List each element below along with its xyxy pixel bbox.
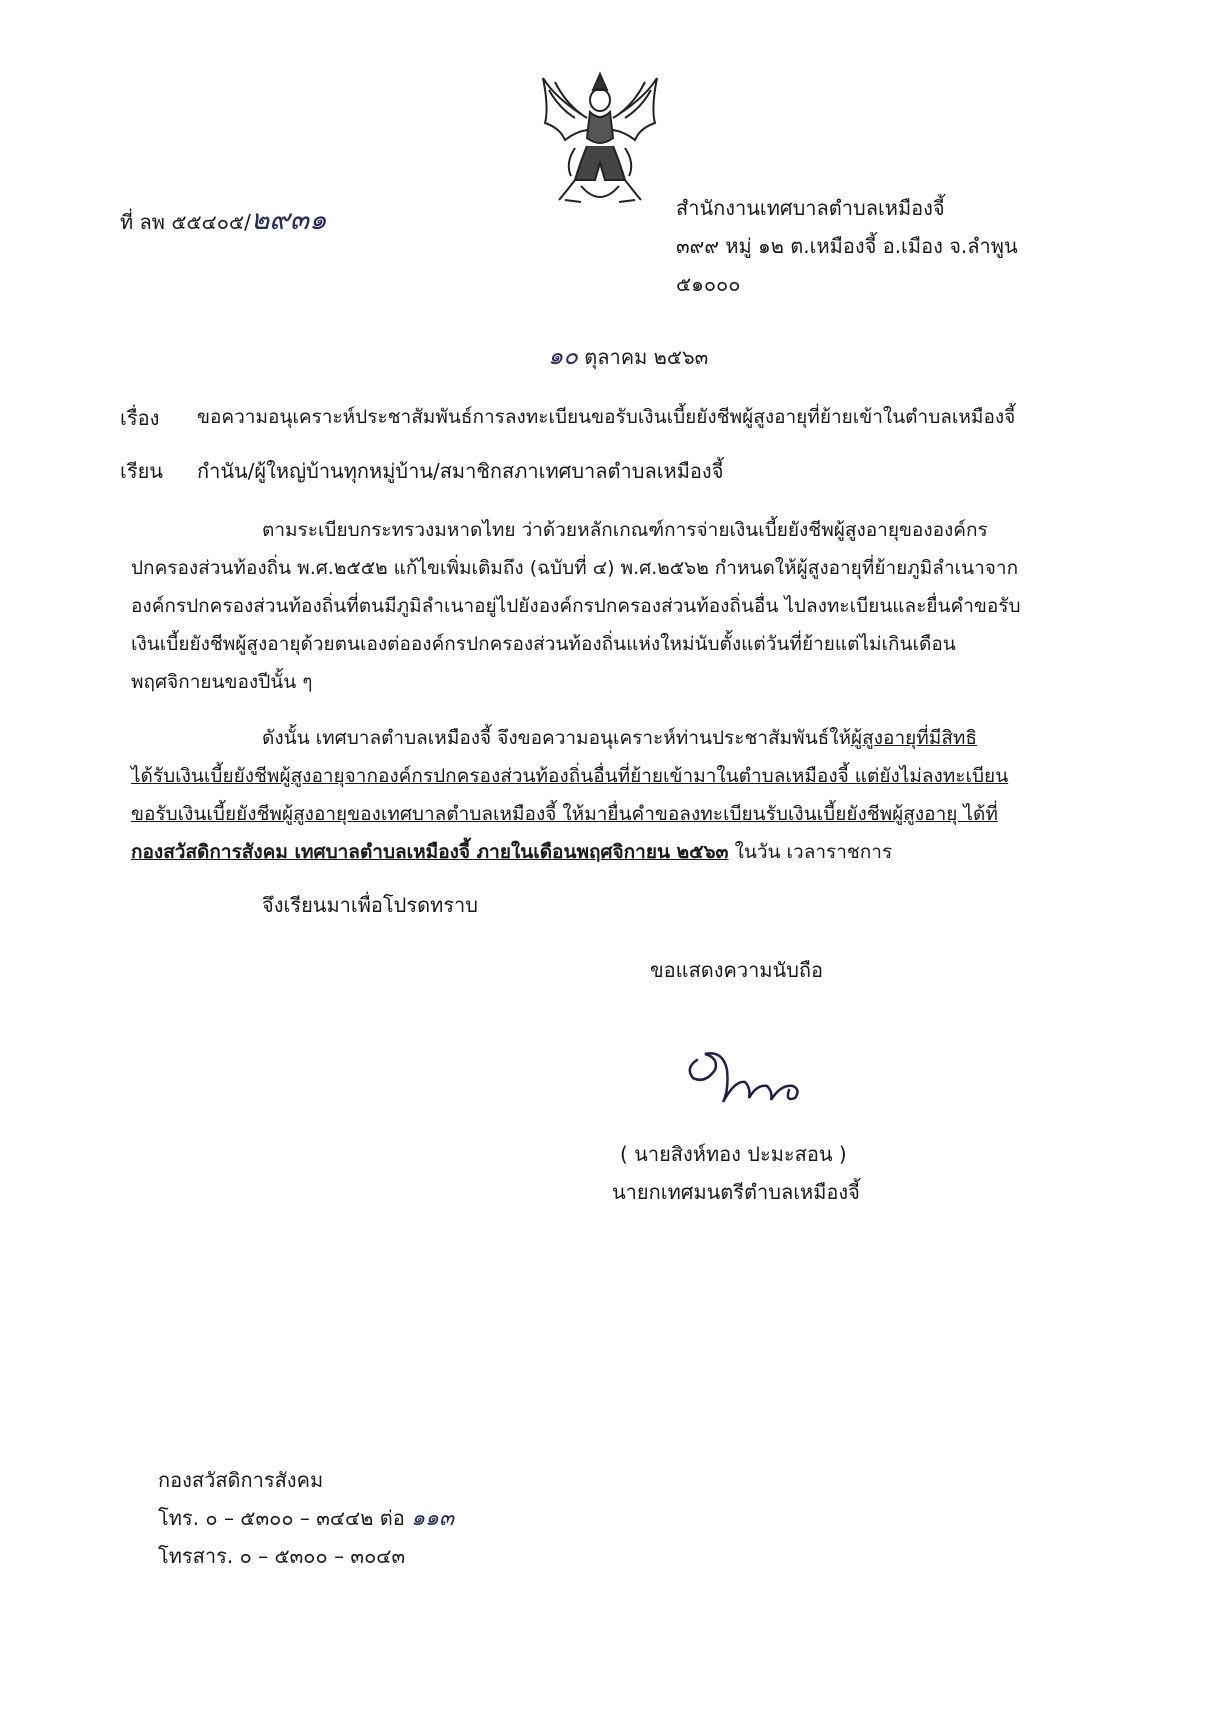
paragraph2-line4-bold: กองสวัสดิการสังคม เทศบาลตำบลเหมืองจี้ ภายในเดือนพฤศจิกายน ๒๕๖๓ bbox=[131, 841, 729, 863]
reference-line bbox=[120, 203, 327, 237]
paragraph2-line3: ขอรับเงินเบี้ยยังชีพผู้สูงอายุของเทศบาลตำบลเหมืองจี้ ให้มายื่นคำขอลงทะเบียนรับเงินเบี้ยยังชีพผู้สูงอายุ ได้ที่ bbox=[131, 803, 998, 825]
footer-department: กองสวัสดิการสังคม bbox=[158, 1468, 324, 1492]
reference-prefix: ที่ ลพ ๕๕๔๐๕/ bbox=[120, 210, 251, 234]
paragraph1-line: เงินเบี้ยยังชีพผู้สูงอายุด้วยตนเองต่อองค์กรปกครองส่วนท้องถิ่นแห่งใหม่นับตั้งแต่วันที่ย้ายแต่ไม่เกินเดือน bbox=[131, 633, 956, 655]
subject-label: เรื่อง bbox=[120, 406, 160, 430]
signer-name: ( นายสิงห์ทอง ปะมะสอน ) bbox=[620, 1142, 847, 1166]
signer-position: นายกเทศมนตรีตำบลเหมืองจี้ bbox=[612, 1180, 860, 1204]
office-name: สำนักงานเทศบาลตำบลเหมืองจี้ bbox=[676, 196, 945, 220]
footer-phone-ext-handwritten: ๑๑๓ bbox=[411, 1506, 455, 1531]
garuda-emblem-icon bbox=[535, 68, 665, 218]
footer-fax: โทรสาร. ๐ – ๕๓๐๐ – ๓๐๔๓ bbox=[158, 1544, 406, 1568]
letter-date bbox=[548, 342, 708, 371]
postal-code: ๕๑๐๐๐ bbox=[676, 272, 741, 296]
footer-phone-prefix: โทร. ๐ – ๕๓๐๐ – ๓๔๔๒ ต่อ bbox=[158, 1506, 405, 1530]
footer-phone bbox=[158, 1506, 454, 1532]
paragraph2-line4-plain: ในวัน เวลาราชการ bbox=[728, 841, 893, 863]
paragraph2-line4 bbox=[131, 837, 892, 867]
paragraph2-line1-plain: ดังนั้น เทศบาลตำบลเหมืองจี้ จึงขอความอนุเคราะห์ท่านประชาสัมพันธ์ให้ bbox=[262, 727, 852, 749]
office-address: ๓๙๙ หมู่ ๑๒ ต.เหมืองจี้ อ.เมือง จ.ลำพูน bbox=[676, 234, 1018, 258]
paragraph2-line1 bbox=[262, 723, 977, 753]
closing-text: จึงเรียนมาเพื่อโปรดทราบ bbox=[262, 893, 478, 917]
subject-text: ขอความอนุเคราะห์ประชาสัมพันธ์การลงทะเบียนขอรับเงินเบี้ยยังชีพผู้สูงอายุที่ย้ายเข้าในตำบลเหมืองจี้ bbox=[197, 406, 1016, 428]
paragraph2-line1-underlined: ผู้สูงอายุที่มีสิทธิ bbox=[851, 727, 978, 749]
paragraph1-line: ปกครองส่วนท้องถิ่น พ.ศ.๒๕๕๒ แก้ไขเพิ่มเติมถึง (ฉบับที่ ๔) พ.ศ.๒๕๖๒ กำหนดให้ผู้สูงอายุที่ย้ายภูมิลำเนาจาก bbox=[131, 557, 1019, 579]
closing-regards: ขอแสดงความนับถือ bbox=[650, 958, 824, 982]
to-label: เรียน bbox=[120, 459, 163, 483]
date-day-handwritten: ๑๐ bbox=[548, 342, 578, 370]
reference-number-handwritten: ๒๙๓๑ bbox=[250, 203, 327, 236]
to-text: กำนัน/ผู้ใหญ่บ้านทุกหมู่บ้าน/สมาชิกสภาเทศบาลตำบลเหมืองจี้ bbox=[197, 459, 724, 483]
paragraph1-line: พฤศจิกายนของปีนั้น ๆ bbox=[131, 671, 313, 693]
signature-icon bbox=[675, 1040, 825, 1120]
paragraph1-line: องค์กรปกครองส่วนท้องถิ่นที่ตนมีภูมิลำเนาอยู่ไปยังองค์กรปกครองส่วนท้องถิ่นอื่น ไปลงทะเบียนและยื่นคำขอรับ bbox=[131, 595, 1021, 617]
paragraph2-line2: ได้รับเงินเบี้ยยังชีพผู้สูงอายุจากองค์กรปกครองส่วนท้องถิ่นอื่นที่ย้ายเข้ามาในตำบลเหมืองจี้ แต่ยังไม่ลงทะเบียน bbox=[131, 765, 1009, 787]
paragraph1-line: ตามระเบียบกระทรวงมหาดไทย ว่าด้วยหลักเกณฑ์การจ่ายเงินเบี้ยยังชีพผู้สูงอายุขององค์กร bbox=[262, 519, 988, 541]
date-month-year: ตุลาคม ๒๕๖๓ bbox=[584, 345, 709, 369]
